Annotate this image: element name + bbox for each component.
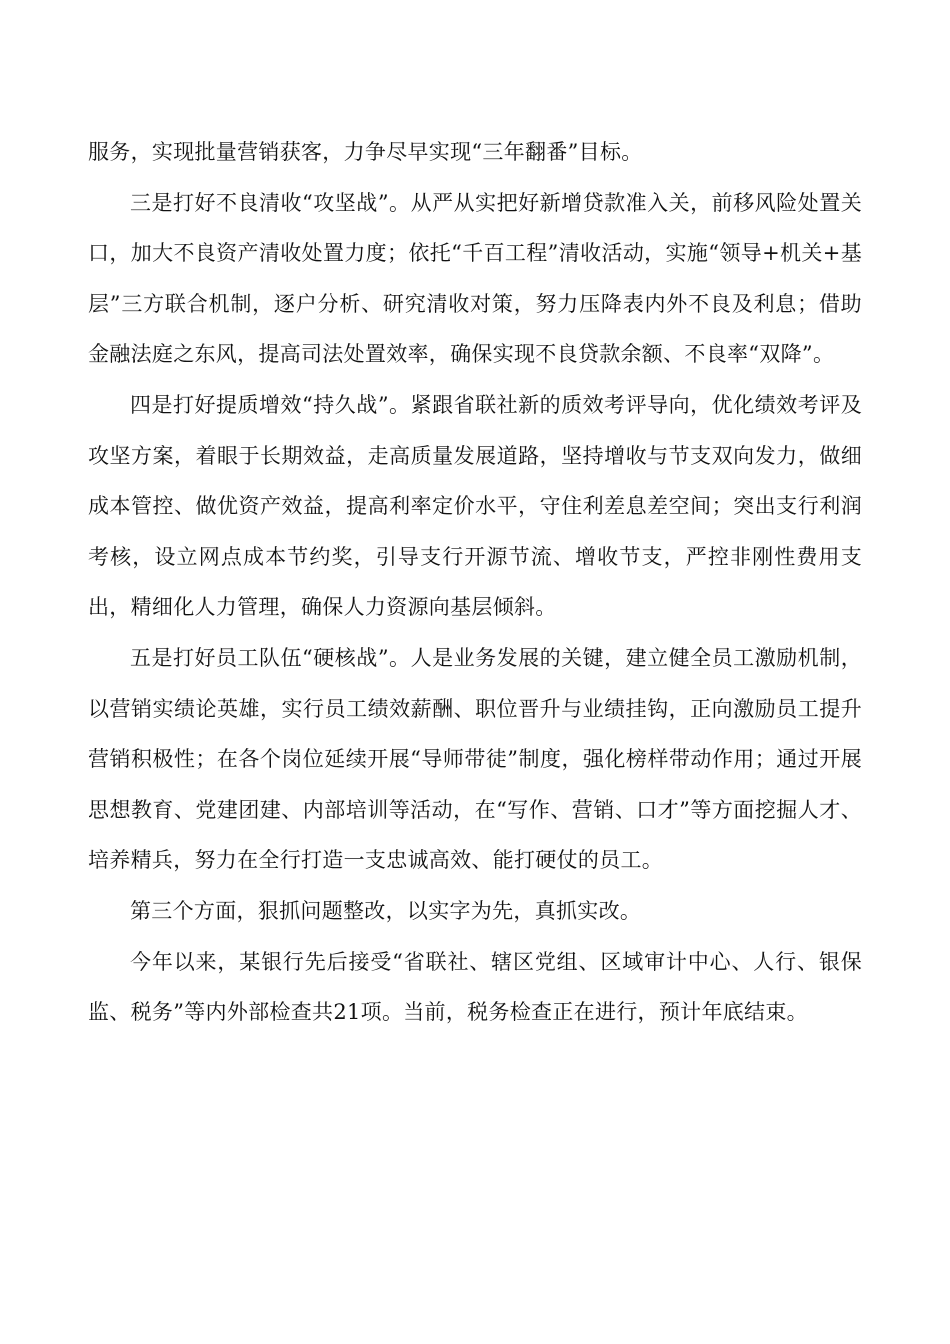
paragraph-continuation: 服务，实现批量营销获客，力争尽早实现“三年翻番”目标。 — [88, 140, 643, 164]
paragraph-inspections: 今年以来，某银行先后接受“省联社、辖区党组、区域审计中心、人行、银保监、税务”等内外部检查共21项。当前，税务检查正在进行，预计年底结束。 — [88, 949, 862, 1025]
paragraph-staff-team: 五是打好员工队伍“硬核战”。人是业务发展的关键，建立健全员工激励机制，以营销实绩论英雄，实行员工绩效薪酬、职位晋升与业绩挂钩，正向激励员工提升营销积极性；在各个岗位延续开展“导师带徒”制度，强化榜样带动作用；通过开展思想教育、党建团建、内部培训等活动，在“写作、营销、口才”等方面挖掘人才、培养精兵，努力在全行打造一支忠诚高效、能打硬仗的员工。 — [88, 645, 862, 873]
paragraph-third-aspect: 第三个方面，狠抓问题整改，以实字为先，真抓实改。 — [130, 898, 642, 923]
paragraph-nonperforming-loans: 三是打好不良清收“攻坚战”。从严从实把好新增贷款准入关，前移风险处置关口，加大不良资产清收处置力度；依托“千百工程”清收活动，实施“领导+机关+基层”三方联合机制，逐户分析、研究清收对策，努力压降表内外不良及利息；借助金融法庭之东风，提高司法处置效率，确保实现不良贷款余额、不良率“双降”。 — [88, 190, 862, 367]
paragraph-quality-efficiency: 四是打好提质增效“持久战”。紧跟省联社新的质效考评导向，优化绩效考评及攻坚方案，着眼于长期效益，走高质量发展道路，坚持增收与节支双向发力，做细成本管控、做优资产效益，提高利率定价水平，守住利差息差空间；突出支行利润考核，设立网点成本节约奖，引导支行开源节流、增收节支，严控非刚性费用支出，精细化人力管理，确保人力资源向基层倾斜。 — [88, 392, 862, 620]
document-body — [88, 127, 862, 1038]
